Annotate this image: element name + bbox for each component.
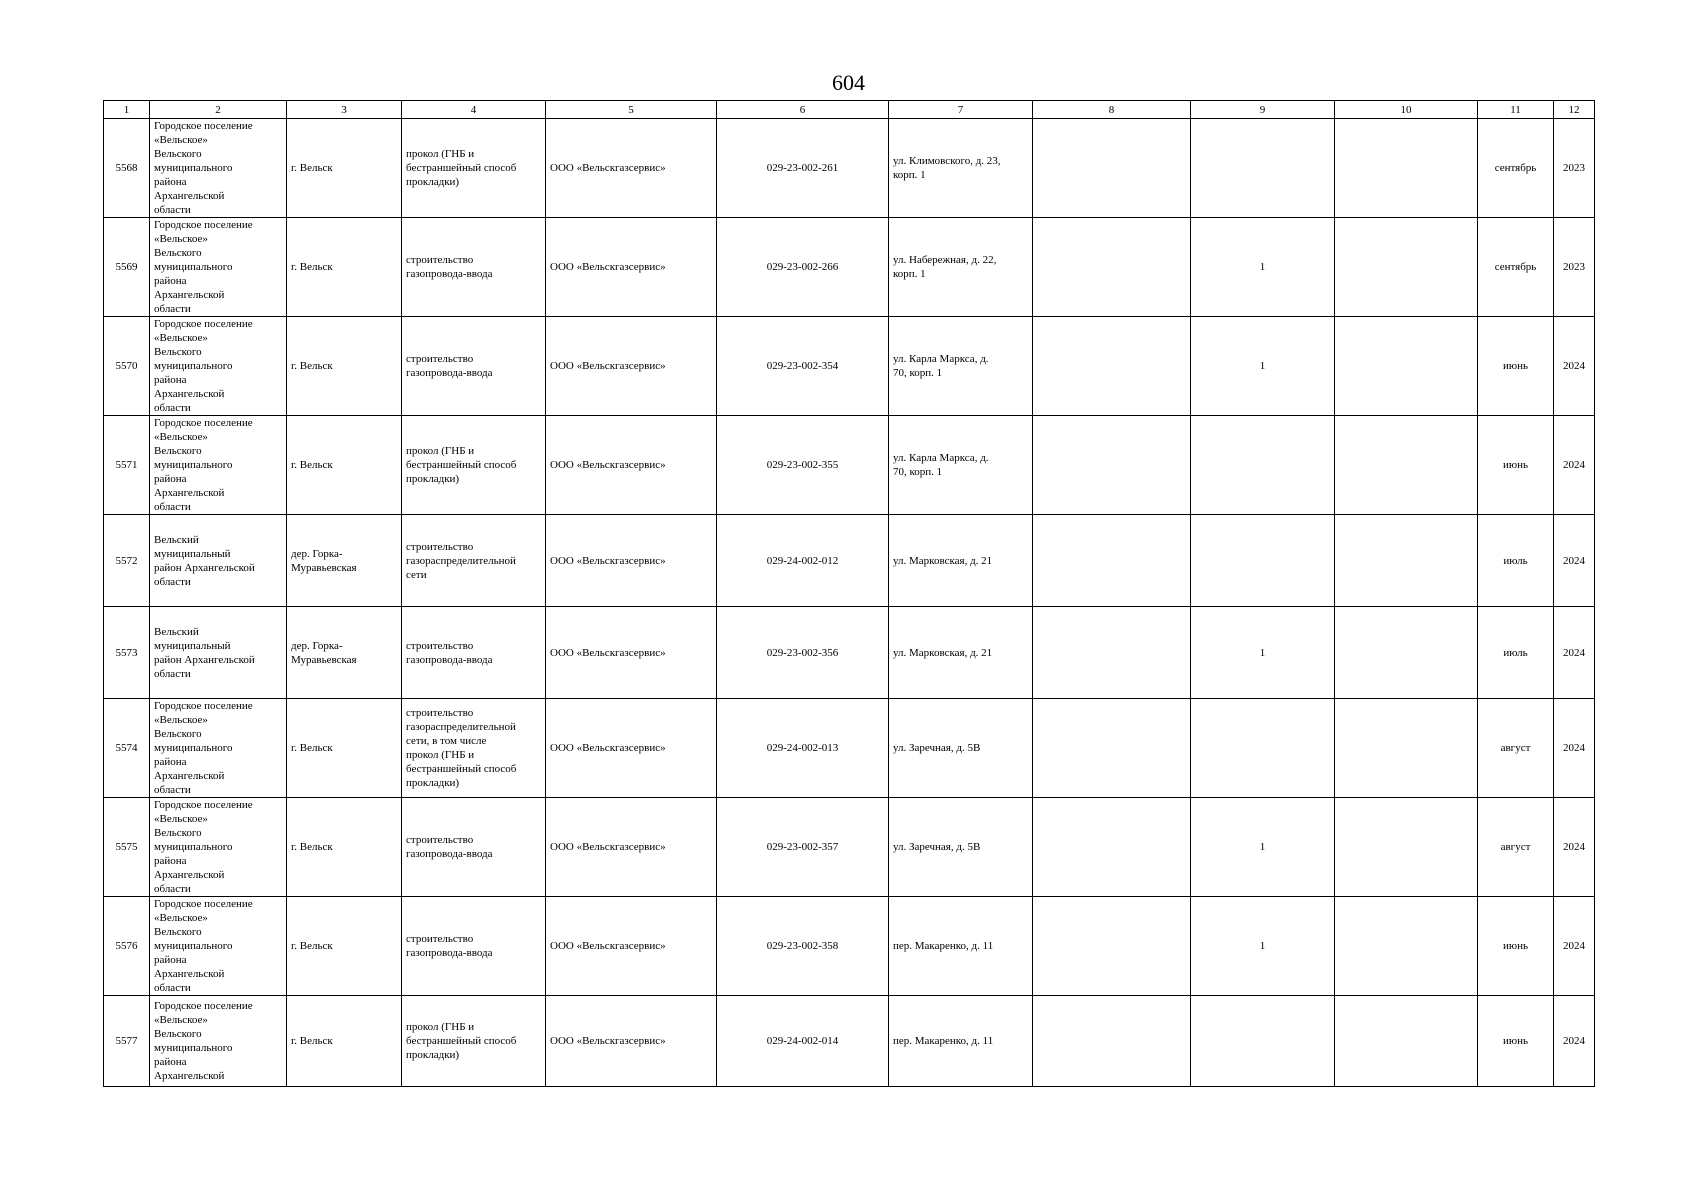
row-number: 5568 bbox=[104, 119, 150, 218]
column-header-2: 2 bbox=[150, 101, 287, 119]
page-number: 604 bbox=[832, 70, 865, 95]
work-type-cell: строительство газопровода-ввода bbox=[402, 218, 546, 317]
year-cell: 2024 bbox=[1554, 996, 1595, 1087]
column-header-6: 6 bbox=[717, 101, 889, 119]
settlement-cell: дер. Горка- Муравьевская bbox=[287, 607, 402, 699]
work-type-cell: строительство газопровода-ввода bbox=[402, 317, 546, 416]
work-type-cell: строительство газопровода-ввода bbox=[402, 897, 546, 996]
table-row bbox=[104, 897, 1595, 996]
year-cell: 2023 bbox=[1554, 119, 1595, 218]
table-row bbox=[104, 317, 1595, 416]
column-header-3: 3 bbox=[287, 101, 402, 119]
column-9-cell bbox=[1191, 416, 1335, 515]
column-10-cell bbox=[1335, 515, 1478, 607]
year-cell: 2023 bbox=[1554, 218, 1595, 317]
object-code-cell: 029-24-002-012 bbox=[717, 515, 889, 607]
municipality-cell: Городское поселение «Вельское» Вельского муниципального района Архангельской области bbox=[150, 416, 287, 515]
settlement-cell: г. Вельск bbox=[287, 996, 402, 1087]
table-body bbox=[104, 119, 1595, 1087]
settlement-cell: г. Вельск bbox=[287, 897, 402, 996]
row-number: 5571 bbox=[104, 416, 150, 515]
month-cell: июнь bbox=[1478, 416, 1554, 515]
month-cell: июнь bbox=[1478, 897, 1554, 996]
column-8-cell bbox=[1033, 119, 1191, 218]
address-cell: ул. Заречная, д. 5В bbox=[889, 798, 1033, 897]
table-row bbox=[104, 416, 1595, 515]
column-header-1: 1 bbox=[104, 101, 150, 119]
work-type-cell: прокол (ГНБ и бестраншейный способ прокладки) bbox=[402, 119, 546, 218]
month-cell: июнь bbox=[1478, 317, 1554, 416]
row-number: 5573 bbox=[104, 607, 150, 699]
column-10-cell bbox=[1335, 416, 1478, 515]
settlement-cell: г. Вельск bbox=[287, 218, 402, 317]
column-header-12: 12 bbox=[1554, 101, 1595, 119]
municipality-cell: Вельский муниципальный район Архангельской области bbox=[150, 607, 287, 699]
column-8-cell bbox=[1033, 897, 1191, 996]
address-cell: пер. Макаренко, д. 11 bbox=[889, 897, 1033, 996]
settlement-cell: г. Вельск bbox=[287, 119, 402, 218]
organization-cell: ООО «Вельскгазсервис» bbox=[546, 119, 717, 218]
object-code-cell: 029-23-002-357 bbox=[717, 798, 889, 897]
organization-cell: ООО «Вельскгазсервис» bbox=[546, 515, 717, 607]
column-header-7: 7 bbox=[889, 101, 1033, 119]
object-code-cell: 029-23-002-356 bbox=[717, 607, 889, 699]
object-code-cell: 029-23-002-358 bbox=[717, 897, 889, 996]
column-10-cell bbox=[1335, 218, 1478, 317]
municipality-cell: Городское поселение «Вельское» Вельского муниципального района Архангельской bbox=[150, 996, 287, 1087]
table-row bbox=[104, 996, 1595, 1087]
row-number: 5574 bbox=[104, 699, 150, 798]
municipality-cell: Городское поселение «Вельское» Вельского муниципального района Архангельской области bbox=[150, 897, 287, 996]
object-code-cell: 029-23-002-354 bbox=[717, 317, 889, 416]
municipality-cell: Вельский муниципальный район Архангельской области bbox=[150, 515, 287, 607]
month-cell: август bbox=[1478, 798, 1554, 897]
column-number-row bbox=[104, 101, 1595, 119]
work-type-cell: строительство газораспределительной сети, в том числе прокол (ГНБ и бестраншейный способ прокладки) bbox=[402, 699, 546, 798]
column-9-cell: 1 bbox=[1191, 218, 1335, 317]
object-code-cell: 029-24-002-014 bbox=[717, 996, 889, 1087]
address-cell: ул. Карла Маркса, д. 70, корп. 1 bbox=[889, 416, 1033, 515]
column-9-cell: 1 bbox=[1191, 798, 1335, 897]
address-cell: пер. Макаренко, д. 11 bbox=[889, 996, 1033, 1087]
table-row bbox=[104, 218, 1595, 317]
settlement-cell: г. Вельск bbox=[287, 699, 402, 798]
object-code-cell: 029-23-002-261 bbox=[717, 119, 889, 218]
month-cell: сентябрь bbox=[1478, 218, 1554, 317]
municipality-cell: Городское поселение «Вельское» Вельского муниципального района Архангельской области bbox=[150, 798, 287, 897]
month-cell: июль bbox=[1478, 515, 1554, 607]
address-cell: ул. Набережная, д. 22, корп. 1 bbox=[889, 218, 1033, 317]
organization-cell: ООО «Вельскгазсервис» bbox=[546, 607, 717, 699]
column-header-5: 5 bbox=[546, 101, 717, 119]
row-number: 5576 bbox=[104, 897, 150, 996]
row-number: 5577 bbox=[104, 996, 150, 1087]
organization-cell: ООО «Вельскгазсервис» bbox=[546, 416, 717, 515]
column-10-cell bbox=[1335, 996, 1478, 1087]
column-10-cell bbox=[1335, 699, 1478, 798]
object-code-cell: 029-24-002-013 bbox=[717, 699, 889, 798]
organization-cell: ООО «Вельскгазсервис» bbox=[546, 996, 717, 1087]
column-9-cell: 1 bbox=[1191, 607, 1335, 699]
month-cell: сентябрь bbox=[1478, 119, 1554, 218]
address-cell: ул. Климовского, д. 23, корп. 1 bbox=[889, 119, 1033, 218]
column-10-cell bbox=[1335, 798, 1478, 897]
settlement-cell: дер. Горка- Муравьевская bbox=[287, 515, 402, 607]
work-type-cell: строительство газопровода-ввода bbox=[402, 607, 546, 699]
year-cell: 2024 bbox=[1554, 897, 1595, 996]
year-cell: 2024 bbox=[1554, 515, 1595, 607]
settlement-cell: г. Вельск bbox=[287, 798, 402, 897]
column-8-cell bbox=[1033, 416, 1191, 515]
row-number: 5575 bbox=[104, 798, 150, 897]
column-header-9: 9 bbox=[1191, 101, 1335, 119]
work-type-cell: прокол (ГНБ и бестраншейный способ прокладки) bbox=[402, 996, 546, 1087]
table-row bbox=[104, 515, 1595, 607]
column-10-cell bbox=[1335, 317, 1478, 416]
column-8-cell bbox=[1033, 317, 1191, 416]
year-cell: 2024 bbox=[1554, 607, 1595, 699]
year-cell: 2024 bbox=[1554, 317, 1595, 416]
month-cell: август bbox=[1478, 699, 1554, 798]
column-10-cell bbox=[1335, 119, 1478, 218]
municipality-cell: Городское поселение «Вельское» Вельского муниципального района Архангельской области bbox=[150, 317, 287, 416]
gasification-table bbox=[103, 100, 1595, 1087]
column-9-cell bbox=[1191, 515, 1335, 607]
settlement-cell: г. Вельск bbox=[287, 317, 402, 416]
table-header bbox=[104, 101, 1595, 119]
work-type-cell: строительство газопровода-ввода bbox=[402, 798, 546, 897]
table-row bbox=[104, 607, 1595, 699]
organization-cell: ООО «Вельскгазсервис» bbox=[546, 798, 717, 897]
address-cell: ул. Заречная, д. 5В bbox=[889, 699, 1033, 798]
column-8-cell bbox=[1033, 699, 1191, 798]
column-8-cell bbox=[1033, 798, 1191, 897]
work-type-cell: строительство газораспределительной сети bbox=[402, 515, 546, 607]
row-number: 5569 bbox=[104, 218, 150, 317]
year-cell: 2024 bbox=[1554, 699, 1595, 798]
column-8-cell bbox=[1033, 218, 1191, 317]
column-8-cell bbox=[1033, 607, 1191, 699]
table-row bbox=[104, 798, 1595, 897]
column-10-cell bbox=[1335, 897, 1478, 996]
column-8-cell bbox=[1033, 996, 1191, 1087]
object-code-cell: 029-23-002-355 bbox=[717, 416, 889, 515]
column-9-cell bbox=[1191, 699, 1335, 798]
organization-cell: ООО «Вельскгазсервис» bbox=[546, 897, 717, 996]
column-8-cell bbox=[1033, 515, 1191, 607]
table-row bbox=[104, 119, 1595, 218]
column-10-cell bbox=[1335, 607, 1478, 699]
column-header-4: 4 bbox=[402, 101, 546, 119]
municipality-cell: Городское поселение «Вельское» Вельского муниципального района Архангельской области bbox=[150, 119, 287, 218]
organization-cell: ООО «Вельскгазсервис» bbox=[546, 317, 717, 416]
object-code-cell: 029-23-002-266 bbox=[717, 218, 889, 317]
organization-cell: ООО «Вельскгазсервис» bbox=[546, 699, 717, 798]
year-cell: 2024 bbox=[1554, 798, 1595, 897]
year-cell: 2024 bbox=[1554, 416, 1595, 515]
address-cell: ул. Марковская, д. 21 bbox=[889, 607, 1033, 699]
work-type-cell: прокол (ГНБ и бестраншейный способ прокладки) bbox=[402, 416, 546, 515]
column-header-8: 8 bbox=[1033, 101, 1191, 119]
row-number: 5570 bbox=[104, 317, 150, 416]
address-cell: ул. Карла Маркса, д. 70, корп. 1 bbox=[889, 317, 1033, 416]
column-9-cell bbox=[1191, 119, 1335, 218]
municipality-cell: Городское поселение «Вельское» Вельского муниципального района Архангельской области bbox=[150, 218, 287, 317]
row-number: 5572 bbox=[104, 515, 150, 607]
column-9-cell bbox=[1191, 996, 1335, 1087]
municipality-cell: Городское поселение «Вельское» Вельского муниципального района Архангельской области bbox=[150, 699, 287, 798]
month-cell: июнь bbox=[1478, 996, 1554, 1087]
table-row bbox=[104, 699, 1595, 798]
column-9-cell: 1 bbox=[1191, 317, 1335, 416]
month-cell: июль bbox=[1478, 607, 1554, 699]
organization-cell: ООО «Вельскгазсервис» bbox=[546, 218, 717, 317]
column-header-10: 10 bbox=[1335, 101, 1478, 119]
column-9-cell: 1 bbox=[1191, 897, 1335, 996]
address-cell: ул. Марковская, д. 21 bbox=[889, 515, 1033, 607]
column-header-11: 11 bbox=[1478, 101, 1554, 119]
settlement-cell: г. Вельск bbox=[287, 416, 402, 515]
